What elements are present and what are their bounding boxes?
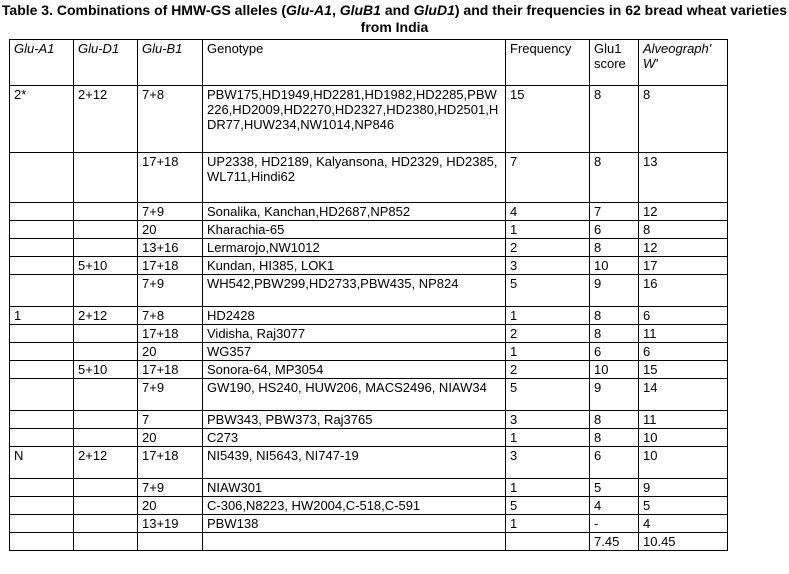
caption-suffix: ) and their frequencies in 62 bread wheat varieties from India <box>360 2 788 35</box>
cell-glu1-score: 8 <box>590 307 639 325</box>
cell-glu-d1 <box>74 343 138 361</box>
cell-alveograph-w: 10.45 <box>639 533 728 551</box>
cell-genotype: PBW138 <box>203 515 506 533</box>
cell-glu-a1 <box>10 533 74 551</box>
cell-glu-d1 <box>74 203 138 221</box>
cell-glu-d1 <box>74 239 138 257</box>
cell-glu-d1 <box>74 411 138 429</box>
cell-glu1-score: 8 <box>590 153 639 203</box>
caption-prefix: Table 3. Combinations of HMW-GS alleles ( <box>1 2 287 18</box>
cell-glu-b1: 13+16 <box>138 239 203 257</box>
cell-genotype: C-306,N8223, HW2004,C-518,C-591 <box>203 497 506 515</box>
table-row <box>10 533 728 551</box>
cell-genotype: UP2338, HD2189, Kalyansona, HD2329, HD2385,WL711,Hindi62 <box>203 153 506 203</box>
header-glu1-score: Glu1 score <box>590 40 639 86</box>
cell-glu1-score: 10 <box>590 257 639 275</box>
cell-glu1-score: 8 <box>590 429 639 447</box>
cell-glu1-score: 9 <box>590 275 639 307</box>
cell-alveograph-w: 11 <box>639 325 728 343</box>
header-genotype: Genotype <box>203 40 506 86</box>
cell-glu-a1 <box>10 361 74 379</box>
cell-alveograph-w: 12 <box>639 203 728 221</box>
cell-glu-d1 <box>74 153 138 203</box>
cell-frequency: 1 <box>506 429 590 447</box>
cell-genotype: C273 <box>203 429 506 447</box>
cell-alveograph-w: 5 <box>639 497 728 515</box>
cell-glu-b1: 7+9 <box>138 203 203 221</box>
cell-frequency: 1 <box>506 221 590 239</box>
header-glu-d1: Glu-D1 <box>74 40 138 86</box>
cell-alveograph-w: 12 <box>639 239 728 257</box>
cell-glu1-score: 9 <box>590 379 639 411</box>
cell-alveograph-w: 14 <box>639 379 728 411</box>
cell-frequency: 5 <box>506 275 590 307</box>
cell-genotype <box>203 533 506 551</box>
cell-genotype: PBW343, PBW373, Raj3765 <box>203 411 506 429</box>
cell-alveograph-w: 4 <box>639 515 728 533</box>
cell-genotype: GW190, HS240, HUW206, MACS2496, NIAW34 <box>203 379 506 411</box>
cell-glu-b1: 20 <box>138 497 203 515</box>
cell-glu-b1: 7 <box>138 411 203 429</box>
cell-genotype: PBW175,HD1949,HD2281,HD1982,HD2285,PBW226,HD2009,HD2270,HD2327,HD2380,HD2501,HDR77,HUW234,NW1014,NP846 <box>203 86 506 153</box>
cell-glu-b1: 13+19 <box>138 515 203 533</box>
cell-glu-d1: 2+12 <box>74 447 138 479</box>
table-row <box>10 343 728 361</box>
cell-glu1-score: 5 <box>590 479 639 497</box>
cell-frequency: 2 <box>506 361 590 379</box>
cell-frequency: 5 <box>506 497 590 515</box>
cell-glu-b1: 17+18 <box>138 257 203 275</box>
cell-alveograph-w: 10 <box>639 447 728 479</box>
cell-glu-d1: 5+10 <box>74 361 138 379</box>
cell-alveograph-w: 8 <box>639 86 728 153</box>
cell-glu-a1 <box>10 239 74 257</box>
cell-glu-d1 <box>74 429 138 447</box>
cell-glu1-score: 7 <box>590 203 639 221</box>
table-row <box>10 86 728 153</box>
cell-alveograph-w: 6 <box>639 307 728 325</box>
cell-frequency: 1 <box>506 515 590 533</box>
cell-glu-a1 <box>10 515 74 533</box>
cell-glu1-score: 8 <box>590 239 639 257</box>
table-row <box>10 447 728 479</box>
cell-glu-b1: 7+9 <box>138 275 203 307</box>
header-frequency: Frequency <box>506 40 590 86</box>
cell-glu-b1: 17+18 <box>138 325 203 343</box>
cell-glu1-score: 8 <box>590 325 639 343</box>
cell-glu-d1 <box>74 275 138 307</box>
table-row <box>10 257 728 275</box>
header-glu-a1: Glu-A1 <box>10 40 74 86</box>
cell-glu1-score: 4 <box>590 497 639 515</box>
cell-alveograph-w: 13 <box>639 153 728 203</box>
cell-glu-b1: 20 <box>138 343 203 361</box>
header-glu-b1: Glu-B1 <box>138 40 203 86</box>
cell-genotype: Vidisha, Raj3077 <box>203 325 506 343</box>
table-row <box>10 239 728 257</box>
cell-frequency: 4 <box>506 203 590 221</box>
cell-glu-a1 <box>10 429 74 447</box>
cell-frequency: 5 <box>506 379 590 411</box>
cell-frequency: 2 <box>506 325 590 343</box>
cell-frequency: 7 <box>506 153 590 203</box>
cell-glu-b1: 17+18 <box>138 447 203 479</box>
cell-glu-a1 <box>10 203 74 221</box>
caption-glu-b1: GluB1 <box>339 2 381 18</box>
table-row <box>10 203 728 221</box>
cell-glu-a1 <box>10 153 74 203</box>
cell-glu-d1: 2+12 <box>74 86 138 153</box>
cell-glu-d1 <box>74 533 138 551</box>
cell-glu1-score: - <box>590 515 639 533</box>
cell-glu-d1 <box>74 325 138 343</box>
cell-alveograph-w: 6 <box>639 343 728 361</box>
cell-glu-a1 <box>10 221 74 239</box>
cell-alveograph-w: 8 <box>639 221 728 239</box>
cell-glu-a1 <box>10 275 74 307</box>
cell-glu-d1 <box>74 515 138 533</box>
cell-glu1-score: 10 <box>590 361 639 379</box>
table-row <box>10 515 728 533</box>
cell-glu-d1 <box>74 221 138 239</box>
table-row <box>10 275 728 307</box>
table-row <box>10 153 728 203</box>
header-row <box>10 40 728 86</box>
table-row <box>10 307 728 325</box>
allele-frequency-table <box>9 39 728 551</box>
cell-glu-b1: 7+9 <box>138 379 203 411</box>
cell-glu1-score: 6 <box>590 221 639 239</box>
table-row <box>10 411 728 429</box>
table-row <box>10 221 728 239</box>
cell-glu-a1: 1 <box>10 307 74 325</box>
cell-glu-b1 <box>138 533 203 551</box>
table-row <box>10 379 728 411</box>
cell-glu-a1: N <box>10 447 74 479</box>
cell-genotype: NI5439, NI5643, NI747-19 <box>203 447 506 479</box>
cell-glu-a1 <box>10 325 74 343</box>
cell-glu-a1 <box>10 479 74 497</box>
cell-glu1-score: 8 <box>590 86 639 153</box>
cell-frequency: 3 <box>506 257 590 275</box>
caption-glu-d1: GluD1 <box>413 2 455 18</box>
caption-separator: and <box>380 2 414 18</box>
cell-glu-a1 <box>10 411 74 429</box>
cell-glu1-score: 6 <box>590 447 639 479</box>
cell-glu-b1: 7+8 <box>138 307 203 325</box>
cell-alveograph-w: 15 <box>639 361 728 379</box>
cell-alveograph-w: 11 <box>639 411 728 429</box>
cell-genotype: Kundan, HI385, LOK1 <box>203 257 506 275</box>
cell-genotype: Kharachia-65 <box>203 221 506 239</box>
table-row <box>10 497 728 515</box>
table-caption <box>0 2 789 36</box>
cell-frequency: 3 <box>506 411 590 429</box>
caption-separator: , <box>331 2 340 18</box>
cell-glu-d1 <box>74 379 138 411</box>
cell-genotype: WG357 <box>203 343 506 361</box>
header-alveograph-w: Alveograph' W' <box>639 40 728 86</box>
cell-glu-b1: 17+18 <box>138 361 203 379</box>
cell-frequency: 3 <box>506 447 590 479</box>
cell-glu-d1: 5+10 <box>74 257 138 275</box>
table-row <box>10 325 728 343</box>
cell-frequency <box>506 533 590 551</box>
cell-glu-d1: 2+12 <box>74 307 138 325</box>
cell-alveograph-w: 17 <box>639 257 728 275</box>
cell-glu-d1 <box>74 479 138 497</box>
cell-glu-a1: 2* <box>10 86 74 153</box>
cell-genotype: HD2428 <box>203 307 506 325</box>
cell-glu-b1: 7+9 <box>138 479 203 497</box>
caption-glu-a1: Glu-A1 <box>286 2 332 18</box>
table-body <box>10 86 728 551</box>
cell-glu-b1: 7+8 <box>138 86 203 153</box>
table-row <box>10 479 728 497</box>
cell-alveograph-w: 9 <box>639 479 728 497</box>
cell-frequency: 15 <box>506 86 590 153</box>
cell-glu-a1 <box>10 379 74 411</box>
cell-glu1-score: 8 <box>590 411 639 429</box>
cell-frequency: 2 <box>506 239 590 257</box>
cell-glu-a1 <box>10 343 74 361</box>
cell-frequency: 1 <box>506 307 590 325</box>
cell-genotype: Sonalika, Kanchan,HD2687,NP852 <box>203 203 506 221</box>
cell-glu-a1 <box>10 497 74 515</box>
cell-alveograph-w: 16 <box>639 275 728 307</box>
cell-frequency: 1 <box>506 343 590 361</box>
cell-genotype: Lermarojo,NW1012 <box>203 239 506 257</box>
cell-glu-a1 <box>10 257 74 275</box>
table-row <box>10 361 728 379</box>
cell-genotype: Sonora-64, MP3054 <box>203 361 506 379</box>
cell-glu-b1: 20 <box>138 221 203 239</box>
cell-glu-b1: 17+18 <box>138 153 203 203</box>
table-row <box>10 429 728 447</box>
cell-frequency: 1 <box>506 479 590 497</box>
cell-genotype: WH542,PBW299,HD2733,PBW435, NP824 <box>203 275 506 307</box>
cell-genotype: NIAW301 <box>203 479 506 497</box>
cell-glu1-score: 7.45 <box>590 533 639 551</box>
cell-alveograph-w: 10 <box>639 429 728 447</box>
cell-glu-d1 <box>74 497 138 515</box>
cell-glu1-score: 6 <box>590 343 639 361</box>
cell-glu-b1: 20 <box>138 429 203 447</box>
